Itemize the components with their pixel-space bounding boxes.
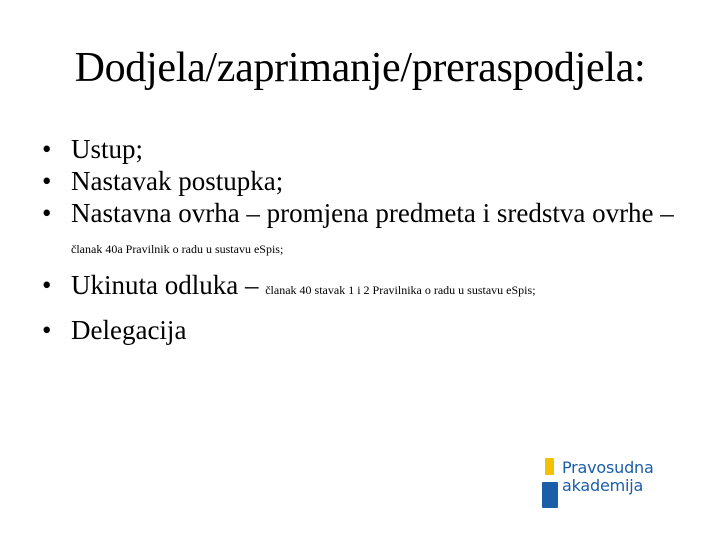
pravosudna-akademija-logo — [540, 456, 660, 510]
bullet-text: Ukinuta odluka – — [71, 270, 266, 300]
bullet-item — [42, 198, 702, 260]
logo-mark-icon — [540, 456, 560, 510]
bullet-dot: • — [42, 315, 52, 345]
bullet-note: članak 40a Pravilnik o radu u sustavu eSpis; — [71, 242, 284, 256]
bullet-dot: • — [42, 198, 52, 228]
bullet-item — [42, 166, 702, 197]
bullet-item — [42, 315, 702, 346]
bullet-note: članak 40 stavak 1 i 2 Pravilnika o radu u sustavu eSpis; — [265, 283, 536, 297]
bullet-dot: • — [42, 134, 52, 164]
bullet-text: Delegacija — [71, 315, 187, 345]
logo-line-1: Pravosudna — [562, 458, 654, 477]
bullet-list — [42, 134, 702, 347]
bullet-dot: • — [42, 270, 52, 300]
logo-text — [562, 459, 654, 495]
slide-title: Dodjela/zaprimanje/preraspodjela: — [74, 45, 646, 91]
bullet-text: Nastavak postupka; — [71, 166, 284, 196]
bullet-item — [42, 134, 702, 165]
bullet-text: Ustup; — [71, 134, 144, 164]
bullet-dot: • — [42, 166, 52, 196]
logo-line-2: akademija — [562, 476, 644, 495]
bullet-item — [42, 270, 702, 301]
bullet-text: Nastavna ovrha – promjena predmeta i sredstva ovrhe – — [71, 198, 674, 228]
